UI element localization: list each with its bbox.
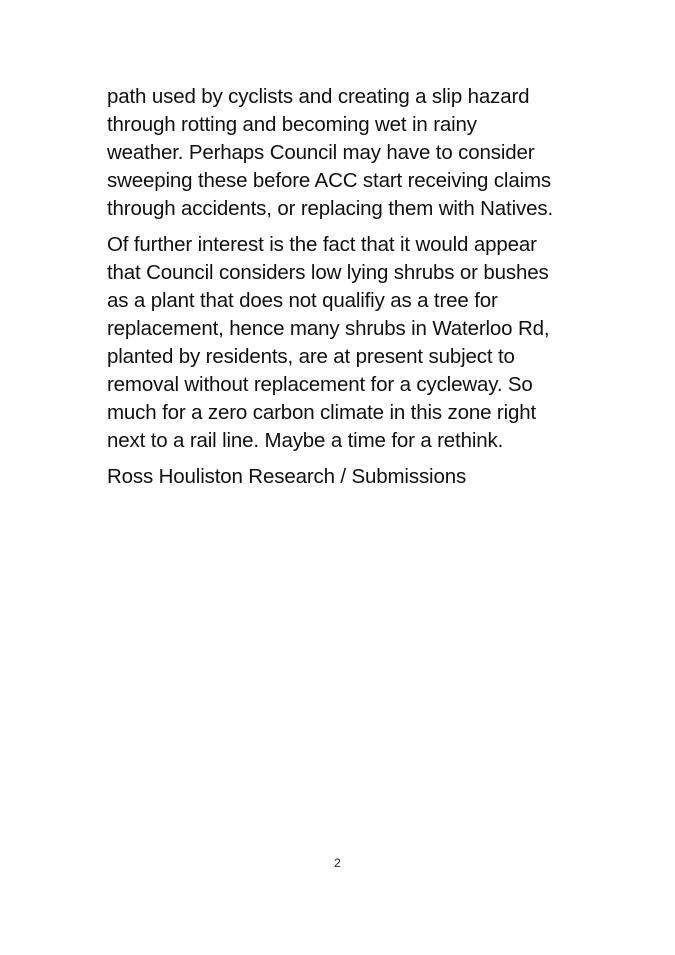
document-body xyxy=(107,83,607,491)
text-line: as a plant that does not qualifiy as a tree for xyxy=(107,289,498,312)
text-line: next to a rail line. Maybe a time for a rethink. xyxy=(107,429,504,452)
signature-line: Ross Houliston Research / Submissions xyxy=(107,465,467,488)
text-line: that Council considers low lying shrubs or bushes xyxy=(107,261,549,284)
text-line: replacement, hence many shrubs in Waterloo Rd, xyxy=(107,317,550,340)
text-line: much for a zero carbon climate in this zone right xyxy=(107,401,537,424)
text-line: through accidents, or replacing them with Natives. xyxy=(107,197,554,220)
text-line: path used by cyclists and creating a slip hazard xyxy=(107,85,530,108)
text-line: through rotting and becoming wet in rainy xyxy=(107,113,477,136)
text-line: sweeping these before ACC start receiving claims xyxy=(107,169,552,192)
text-line: planted by residents, are at present subject to xyxy=(107,345,515,368)
text-line: weather. Perhaps Council may have to consider xyxy=(107,141,535,164)
text-line: removal without replacement for a cycleway. So xyxy=(107,373,533,396)
paragraph-cyclist-hazard xyxy=(107,83,607,223)
page-number: 2 xyxy=(334,856,341,870)
text-line: Of further interest is the fact that it would appear xyxy=(107,233,537,256)
paragraph-shrub-replacement xyxy=(107,231,607,455)
